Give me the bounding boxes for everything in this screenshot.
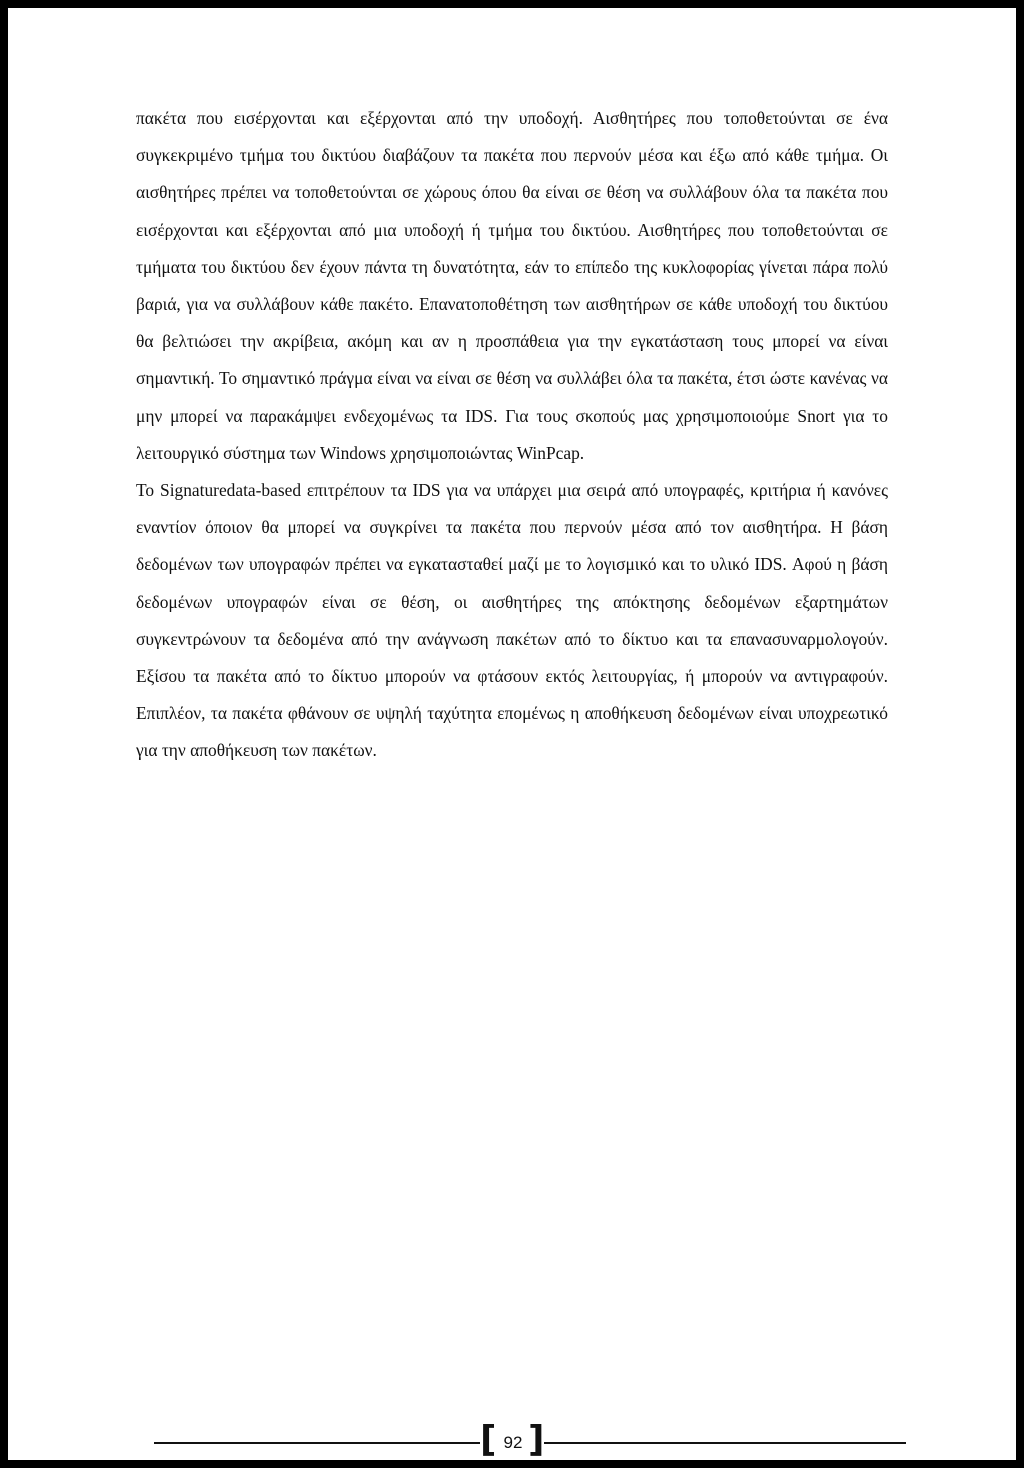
page-number: 92 bbox=[503, 1433, 523, 1452]
paragraph-1: πακέτα που εισέρχονται και εξέρχονται από την υποδοχή. Αισθητήρες που τοποθετούνται σε ένα συγκεκριμένο τμήμα του δικτύου διαβάζουν τα πακέτα που περνούν μέσα και έξω από κάθε τμήμα. Οι αισθητήρες πρέπει να τοποθετούνται σε χώρους όπου θα είναι σε θέση να συλλάβουν όλα τα πακέτα που εισέρχονται και εξέρχονται από μια υποδοχή ή τμήμα του δικτύου. Αισθητήρες που τοποθετούνται σε τμήματα του δικτύου δεν έχουν πάντα τη δυνατότητα, εάν το επίπεδο της κυκλοφορίας γίνεται πάρα πολύ βαριά, για να συλλάβουν κάθε πακέτο. Επανατοποθέτηση των αισθητήρων σε κάθε υποδοχή του δικτύου θα βελτιώσει την ακρίβεια, ακόμη και αν η προσπάθεια για την εγκατάσταση τους μπορεί να είναι σημαντική. Το σημαντικό πράγμα είναι να είναι σε θέση να συλλάβει όλα τα πακέτα, έτσι ώστε κανένας να μην μπορεί να παρακάμψει ενδεχομένως τα IDS. Για τους σκοπούς μας χρησιμοποιούμε Snort για το λειτουργικό σύστημα των Windows χρησιμοποιώντας WinPcap. bbox=[136, 108, 888, 463]
paragraph-2: Το Signaturedata-based επιτρέπουν τα IDS για να υπάρχει μια σειρά από υπογραφές, κριτήρια ή κανόνες εναντίον όποιον θα μπορεί να συγκρίνει τα πακέτα που περνούν μέσα από τον αισθητήρα. Η βάση δεδομένων των υπογραφών πρέπει να εγκατασταθεί μαζί με το λογισμικό και το υλικό IDS. Αφού η βάση δεδομένων υπογραφών είναι σε θέση, οι αισθητήρες της απόκτησης δεδομένων εξαρτημάτων συγκεντρώνουν τα δεδομένα από την ανάγνωση πακέτων από το δίκτυο και τα επανασυναρμολογούν. Εξίσου τα πακέτα από το δίκτυο μπορούν να φτάσουν εκτός λειτουργίας, ή μπορούν να αντιγραφούν. Επιπλέον, τα πακέτα φθάνουν σε υψηλή ταχύτητα επομένως η αποθήκευση δεδομένων είναι υποχρεωτικό για την αποθήκευση των πακέτων. bbox=[136, 480, 888, 761]
footer-rule-right bbox=[544, 1442, 906, 1444]
footer-bracket-left: [ bbox=[480, 1419, 497, 1460]
page-body bbox=[136, 100, 888, 770]
footer-rule-left bbox=[154, 1442, 480, 1444]
page-footer bbox=[108, 1420, 908, 1460]
document-page bbox=[8, 8, 1016, 1460]
footer-bracket-right: ] bbox=[528, 1419, 545, 1460]
